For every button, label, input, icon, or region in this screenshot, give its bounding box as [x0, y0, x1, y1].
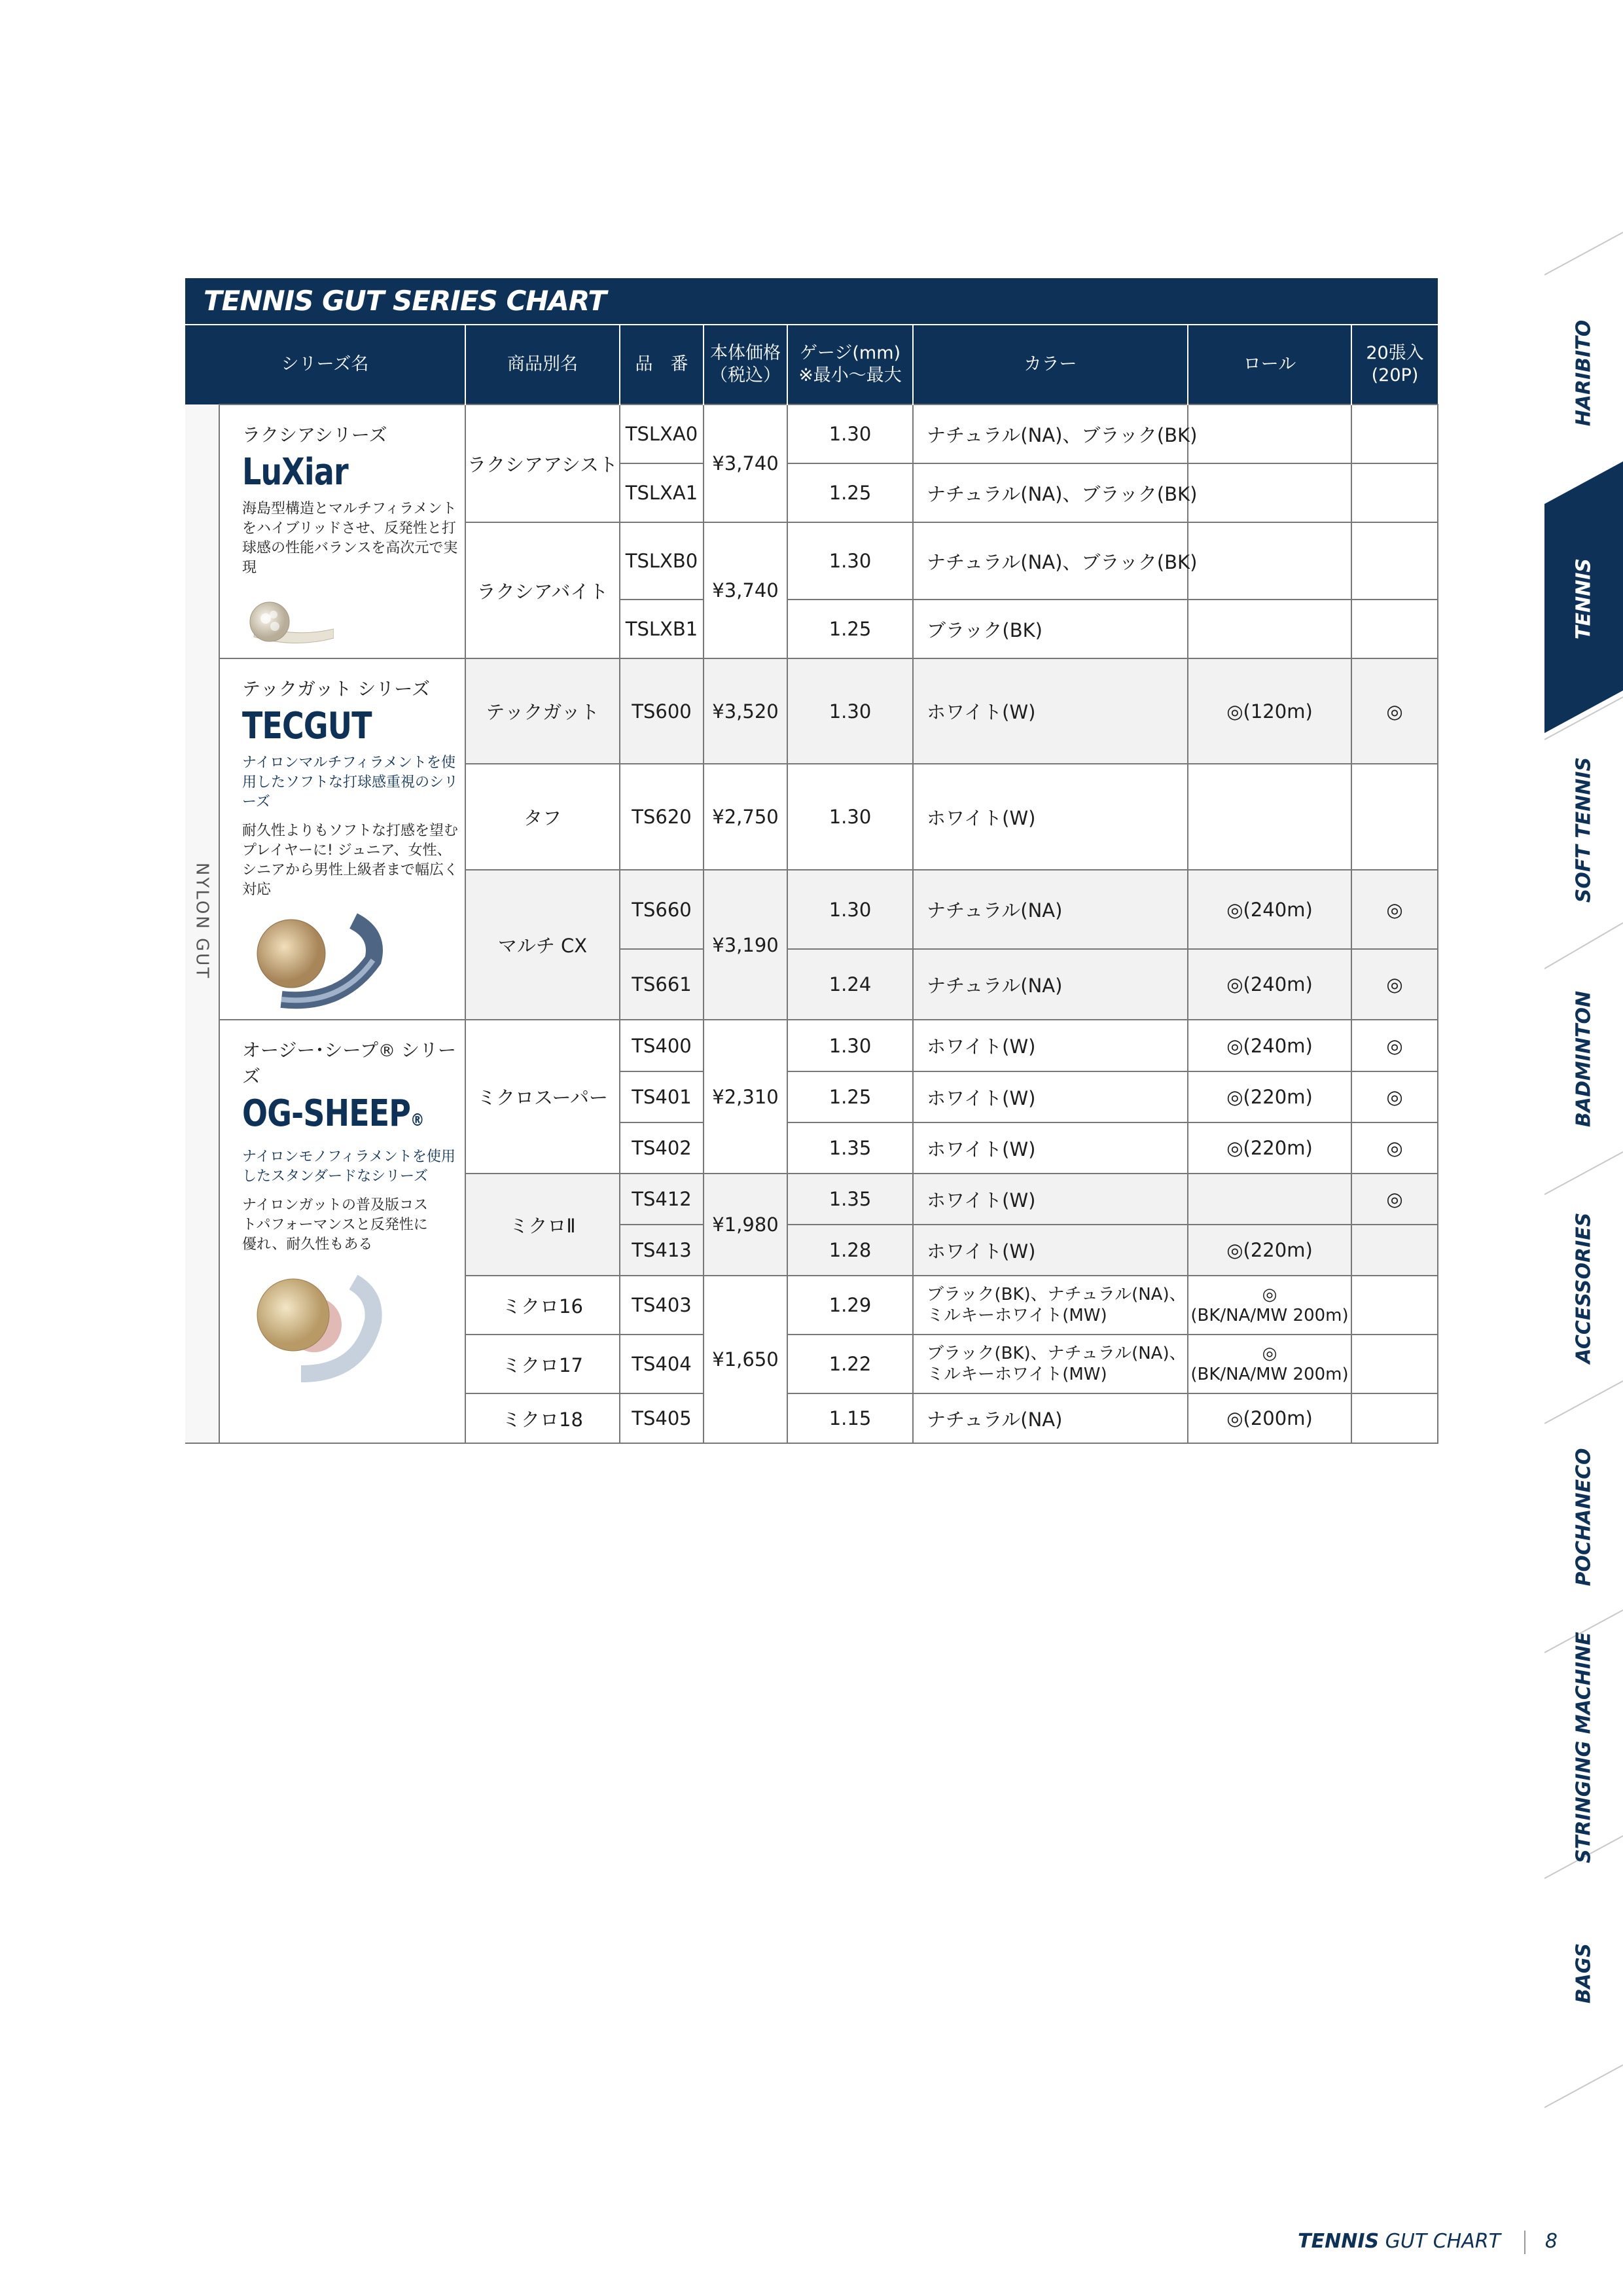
product-code: TS660: [620, 870, 704, 949]
series-og-sheep: [219, 1020, 465, 1443]
tab-stringing-machine[interactable]: STRINGING MACHINE: [1572, 1632, 1596, 1863]
pack-20p: ◎: [1351, 949, 1438, 1020]
price: ¥1,980: [704, 1174, 787, 1276]
header-gauge: ゲージ(mm) ※最小〜最大: [787, 325, 913, 404]
product-code: TS600: [620, 658, 704, 764]
header-color: カラー: [913, 325, 1188, 404]
pack-20p: [1351, 463, 1438, 522]
pack-20p: [1351, 1393, 1438, 1443]
pack-20p: [1351, 764, 1438, 870]
gauge: 1.30: [787, 522, 913, 600]
table-row: [185, 658, 1438, 764]
header-roll: ロール: [1188, 325, 1351, 404]
pack-20p: ◎: [1351, 1174, 1438, 1225]
gut-table: [185, 325, 1438, 1444]
product-name: ミクロ16: [465, 1276, 620, 1335]
gauge: 1.28: [787, 1225, 913, 1276]
pack-20p: ◎: [1351, 1020, 1438, 1071]
roll: [1188, 1174, 1351, 1225]
color: ホワイト(W): [913, 1071, 1188, 1122]
series-jp-name: オージー･シープ® シリーズ: [242, 1039, 456, 1087]
roll: ◎(120m): [1188, 658, 1351, 764]
price: ¥1,650: [704, 1276, 787, 1443]
product-code: TS401: [620, 1071, 704, 1122]
roll: ◎(240m): [1188, 1020, 1351, 1071]
tab-accessories[interactable]: ACCESSORIES: [1572, 1212, 1596, 1364]
table-row: [185, 1020, 1438, 1071]
product-code: TSLXB1: [620, 600, 704, 658]
price: ¥2,750: [704, 764, 787, 870]
pack-20p: [1351, 1225, 1438, 1276]
roll: [1188, 600, 1351, 658]
string-sample-image: [242, 1263, 386, 1393]
header-series: シリーズ名: [185, 325, 465, 404]
tab-haribito[interactable]: HARIBITO: [1572, 319, 1596, 427]
roll: ◎(220m): [1188, 1225, 1351, 1276]
pack-20p: ◎: [1351, 1122, 1438, 1174]
product-name: ミクロ18: [465, 1393, 620, 1443]
header-row: [185, 325, 1438, 404]
product-code: TS413: [620, 1225, 704, 1276]
gauge: 1.24: [787, 949, 913, 1020]
gauge: 1.30: [787, 764, 913, 870]
product-code: TS403: [620, 1276, 704, 1335]
footer-divider: [1524, 2231, 1525, 2254]
price: ¥3,740: [704, 404, 787, 522]
product-code: TS404: [620, 1335, 704, 1393]
color: ナチュラル(NA)、ブラック(BK): [913, 463, 1188, 522]
roll: ◎ (BK/NA/MW 200m): [1188, 1276, 1351, 1335]
series-description: ナイロンマルチフィラメントを使用したソフトな打球感重視のシリーズ: [242, 755, 459, 810]
gauge: 1.30: [787, 404, 913, 463]
gauge: 1.30: [787, 658, 913, 764]
product-code: TS661: [620, 949, 704, 1020]
pack-20p: [1351, 404, 1438, 463]
string-sample-image: [242, 586, 334, 658]
header-pack: 20張入 (20P): [1351, 325, 1438, 404]
product-name: ミクロⅡ: [465, 1174, 620, 1276]
pack-20p: [1351, 1276, 1438, 1335]
roll: ◎(240m): [1188, 870, 1351, 949]
color: ナチュラル(NA): [913, 870, 1188, 949]
footer-section: TENNIS: [1298, 2230, 1380, 2253]
roll: ◎(200m): [1188, 1393, 1351, 1443]
pack-20p: [1351, 1335, 1438, 1393]
table-row: [185, 404, 1438, 463]
gauge: 1.15: [787, 1393, 913, 1443]
color: ブラック(BK)、ナチュラル(NA)、 ミルキーホワイト(MW): [913, 1335, 1188, 1393]
product-code: TS400: [620, 1020, 704, 1071]
series-jp-name: ラクシアシリーズ: [242, 424, 387, 446]
product-name: マルチ CX: [465, 870, 620, 1020]
header-product: 商品別名: [465, 325, 620, 404]
roll: [1188, 522, 1351, 600]
product-code: TS412: [620, 1174, 704, 1225]
color: ホワイト(W): [913, 658, 1188, 764]
color: ナチュラル(NA)、ブラック(BK): [913, 522, 1188, 600]
price: ¥3,740: [704, 522, 787, 658]
color: ホワイト(W): [913, 764, 1188, 870]
color: ナチュラル(NA): [913, 949, 1188, 1020]
series-description-2: 耐久性よりもソフトな打感を望むプレイヤーに! ジュニア、女性、シニアから男性上級者まで幅広く対応: [242, 823, 459, 898]
roll: ◎(220m): [1188, 1071, 1351, 1122]
product-name: ミクロ17: [465, 1335, 620, 1393]
series-luxiar: [219, 404, 465, 658]
gauge: 1.22: [787, 1335, 913, 1393]
pack-20p: [1351, 522, 1438, 600]
gauge: 1.25: [787, 463, 913, 522]
product-name: ミクロスーパー: [465, 1020, 620, 1174]
product-code: TS620: [620, 764, 704, 870]
color: ホワイト(W): [913, 1225, 1188, 1276]
category-nylon-gut: NYLON GUT: [185, 404, 219, 1443]
series-description: 海島型構造とマルチフィラメントをハイブリッドさせ、反発性と打球感の性能バランスを高次元で実現: [242, 501, 458, 576]
gauge: 1.25: [787, 1071, 913, 1122]
series-description-2: ナイロンガットの普及版コストパフォーマンスと反発性に優れ、耐久性もある: [242, 1197, 429, 1253]
roll: [1188, 404, 1351, 463]
product-name: ラクシアバイト: [465, 522, 620, 658]
page-footer: [1298, 2230, 1558, 2254]
pack-20p: ◎: [1351, 1071, 1438, 1122]
series-logo: OG-SHEEP®: [242, 1092, 424, 1135]
product-code: TSLXA1: [620, 463, 704, 522]
series-description: ナイロンモノフィラメントを使用したスタンダードなシリーズ: [242, 1149, 455, 1185]
roll: [1188, 463, 1351, 522]
gauge: 1.29: [787, 1276, 913, 1335]
price: ¥3,190: [704, 870, 787, 1020]
gauge: 1.25: [787, 600, 913, 658]
product-code: TS402: [620, 1122, 704, 1174]
price: ¥3,520: [704, 658, 787, 764]
header-code: 品 番: [620, 325, 704, 404]
color: ブラック(BK)、ナチュラル(NA)、 ミルキーホワイト(MW): [913, 1276, 1188, 1335]
color: ナチュラル(NA): [913, 1393, 1188, 1443]
gauge: 1.35: [787, 1174, 913, 1225]
product-code: TSLXA0: [620, 404, 704, 463]
tab-bags[interactable]: BAGS: [1572, 1943, 1596, 2004]
tab-divider: [1544, 1152, 1623, 1194]
price: ¥2,310: [704, 1020, 787, 1174]
tab-badminton[interactable]: BADMINTON: [1572, 990, 1596, 1128]
pack-20p: ◎: [1351, 870, 1438, 949]
product-name: タフ: [465, 764, 620, 870]
tab-divider: [1544, 923, 1623, 969]
footer-title: GUT CHART: [1379, 2230, 1501, 2253]
roll: ◎(220m): [1188, 1122, 1351, 1174]
tab-tennis[interactable]: TENNIS: [1572, 558, 1596, 639]
color: ホワイト(W): [913, 1020, 1188, 1071]
series-logo: LuXiar: [242, 451, 348, 493]
tab-soft-tennis[interactable]: SOFT TENNIS: [1572, 757, 1596, 903]
tab-pochaneco[interactable]: POCHANECO: [1572, 1448, 1596, 1587]
roll: [1188, 764, 1351, 870]
series-tecgut: [219, 658, 465, 1020]
product-code: TS405: [620, 1393, 704, 1443]
color: ブラック(BK): [913, 600, 1188, 658]
product-name: テックガット: [465, 658, 620, 764]
series-jp-name: テックガット シリーズ: [242, 678, 430, 700]
tab-divider: [1544, 2065, 1623, 2108]
roll: ◎ (BK/NA/MW 200m): [1188, 1335, 1351, 1393]
product-code: TSLXB0: [620, 522, 704, 600]
roll: ◎(240m): [1188, 949, 1351, 1020]
series-logo: TECGUT: [242, 705, 372, 747]
color: ホワイト(W): [913, 1122, 1188, 1174]
string-sample-image: [242, 908, 386, 1019]
tab-divider: [1544, 232, 1623, 275]
product-name: ラクシアアシスト: [465, 404, 620, 522]
gauge: 1.35: [787, 1122, 913, 1174]
header-price: 本体価格 （税込）: [704, 325, 787, 404]
gauge: 1.30: [787, 1020, 913, 1071]
gut-series-chart: [185, 278, 1438, 1444]
page-number: 8: [1544, 2230, 1558, 2253]
pack-20p: ◎: [1351, 658, 1438, 764]
tab-divider: [1544, 1381, 1623, 1424]
gauge: 1.30: [787, 870, 913, 949]
color: ナチュラル(NA)、ブラック(BK): [913, 404, 1188, 463]
color: ホワイト(W): [913, 1174, 1188, 1225]
pack-20p: [1351, 600, 1438, 658]
chart-title: TENNIS GUT SERIES CHART: [185, 278, 1438, 325]
